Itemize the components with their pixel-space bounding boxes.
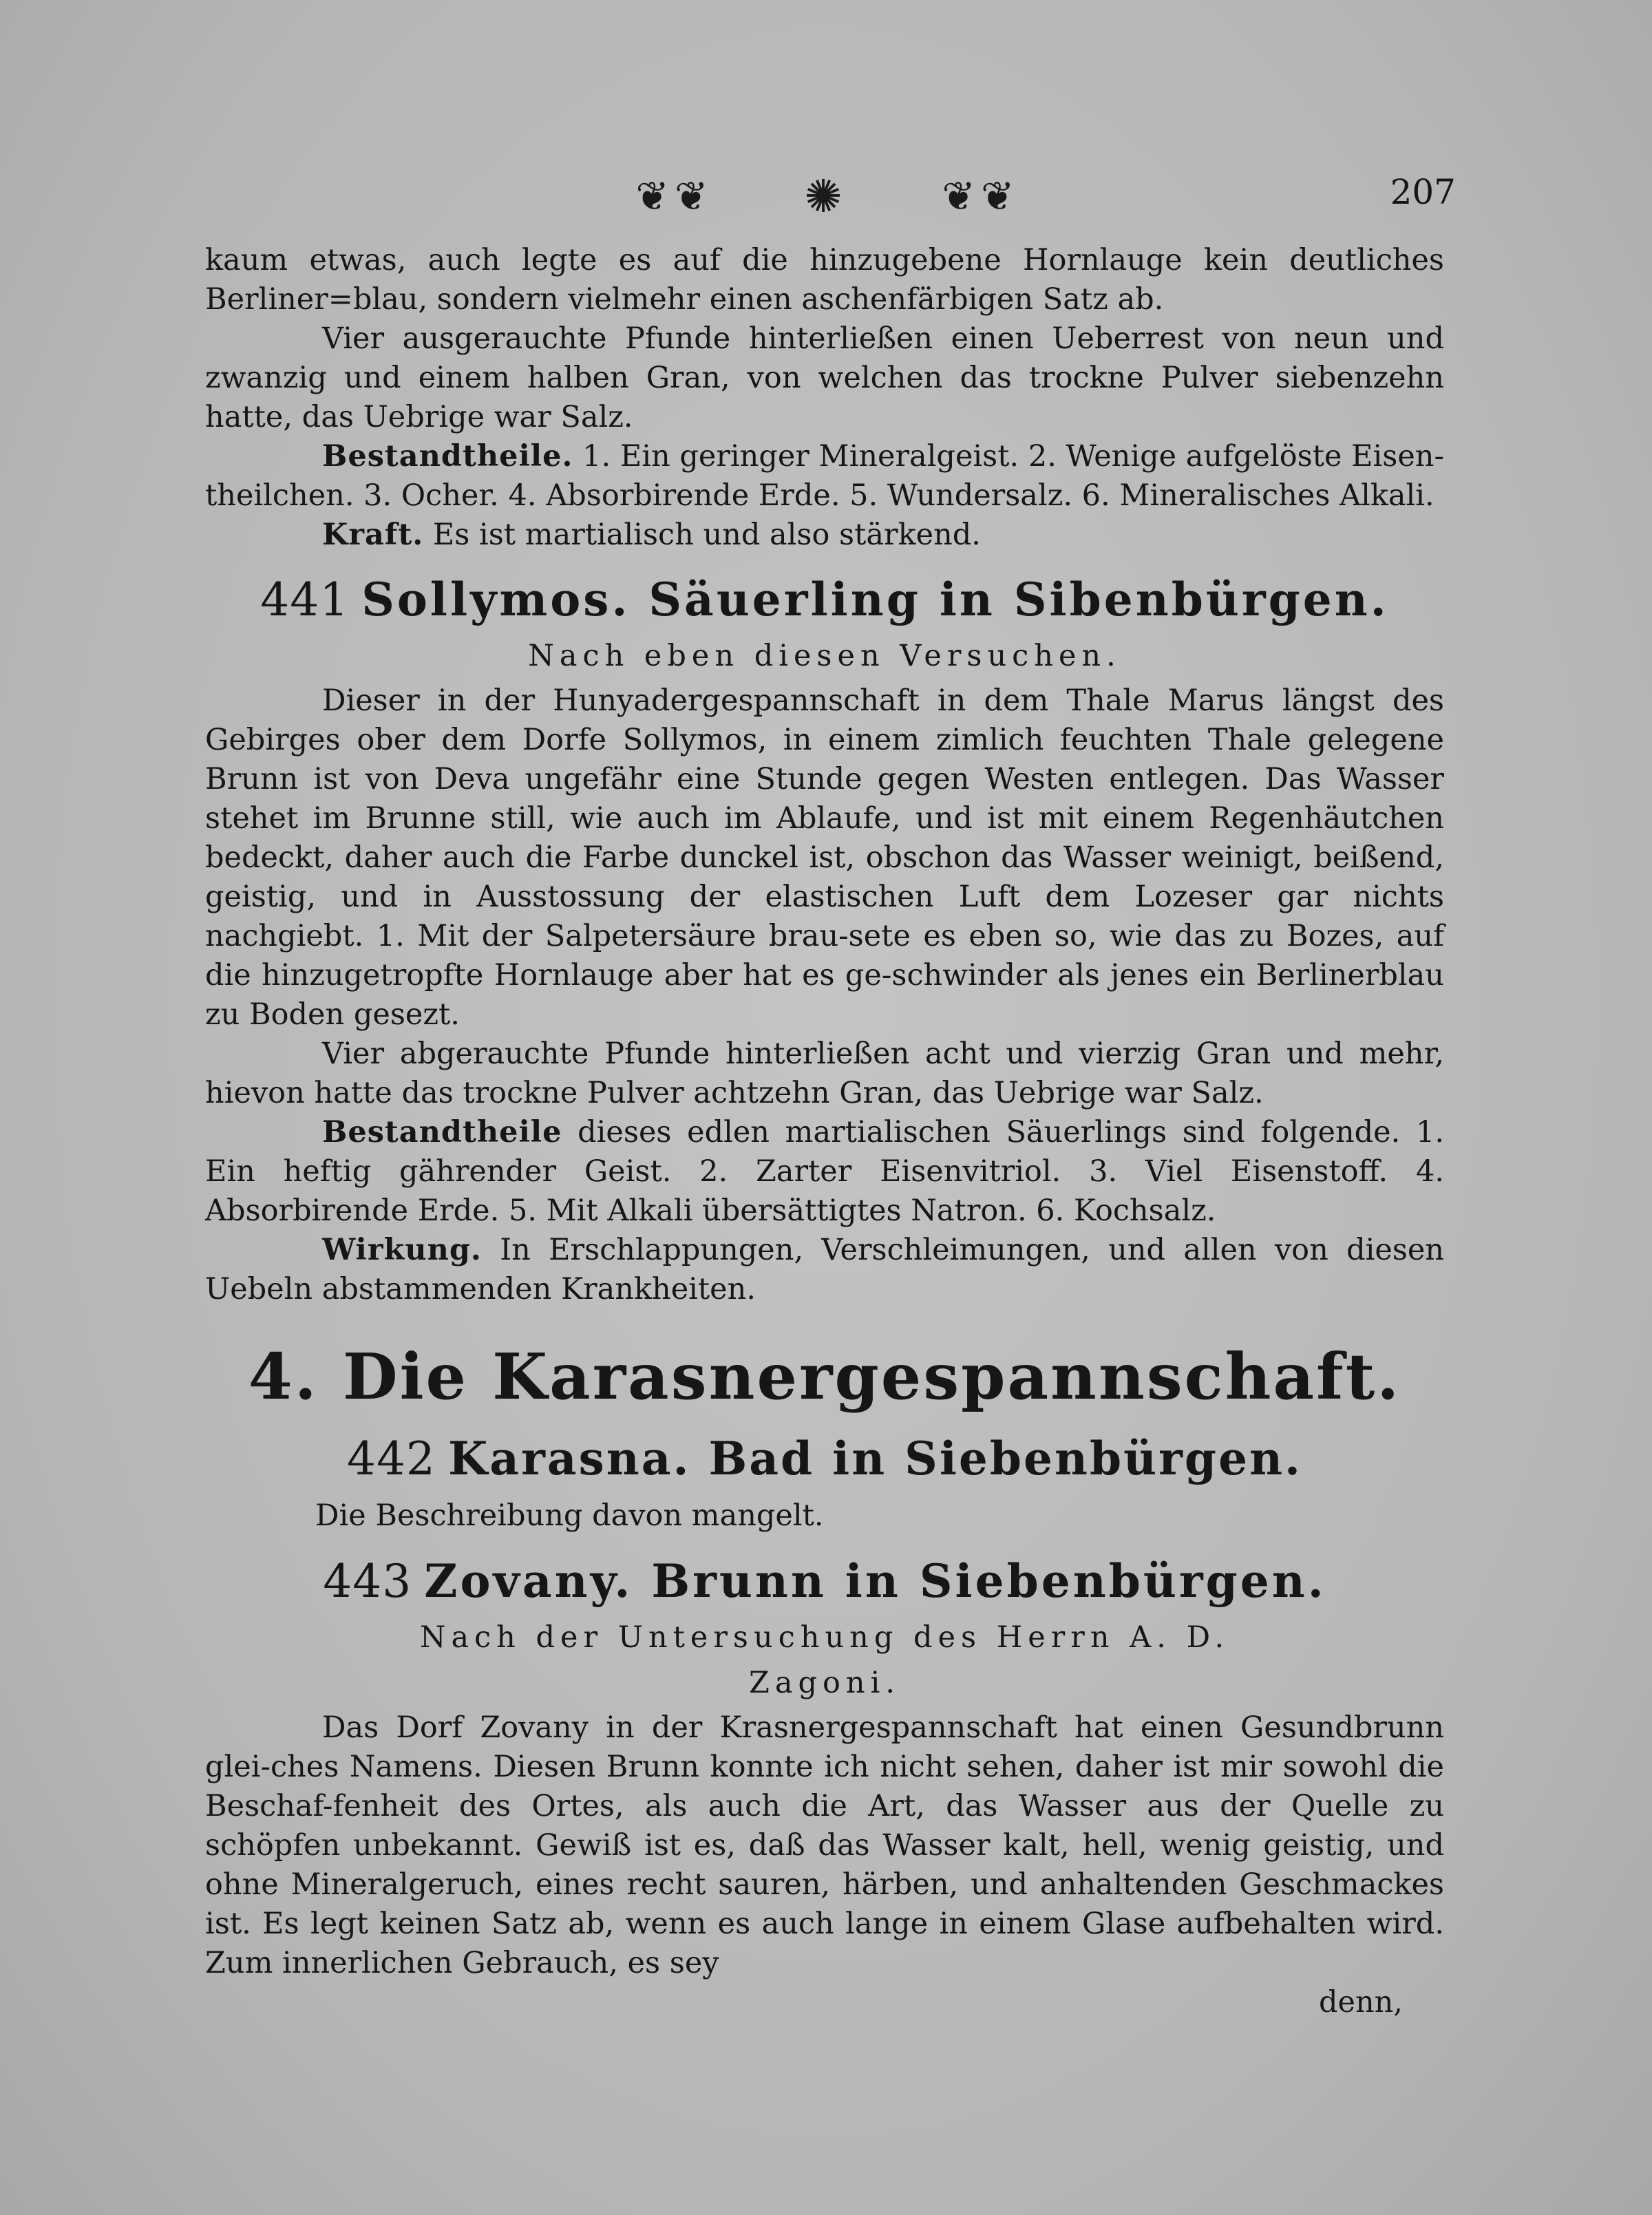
entry-441-description: Dieser in der Hunyadergespannschaft in dem Thale Marus längst des Gebirges ober dem Dorfe Sollymos, in einem zimlich feuchten Thale gelegene Brunn ist von Deva ungefähr eine Stunde gegen Westen entlegen. Das Wasser stehet im Brunne still, wie auch im Ablaufe, und ist mit einem Regenhäutchen bedeckt, daher auch die Farbe dunckel ist, obschon das Wasser weinigt, beißend, geistig, und in Ausstossung der elastischen Luft dem Lozeser gar nichts nachgiebt. 1. Mit der Salpetersäure brau-sete es eben so, wie das zu Bozes, auf die hinzugetropfte Hornlauge aber hat es ge-schwinder als jenes ein Berlinerblau zu Boden gesezt.: [205, 683, 1444, 1032]
entry-441-effect: [205, 1231, 1444, 1309]
page-number: 207: [1390, 172, 1456, 212]
entry-441-heading: [205, 573, 1444, 626]
entry-title: Zovany. Brunn in Siebenbürgen.: [424, 1554, 1326, 1608]
entry-number: 442: [346, 1432, 436, 1485]
components-text: 1. Ein geringer Mineralgeist. 2. Wenige aufgelöste Eisen-theilchen. 3. Ocher. 4. Absorbirende Erde. 5. Wundersalz. 6. Mineralisches Alkali.: [205, 439, 1444, 513]
components-text: dieses edlen martialischen Säuerlings sind folgende. 1. Ein heftig gährender Geist. 2. Zarter Eisenvitriol. 3. Viel Eisenstoff. 4. Absorbirende Erde. 5. Mit Alkali übersättigtes Natron. 6. Kochsalz.: [205, 1115, 1444, 1228]
entry-441-components: [205, 1113, 1444, 1231]
floral-ornament-left-icon: ❦❦: [635, 173, 714, 220]
entry-443-heading: [205, 1554, 1444, 1608]
components-paragraph: [205, 437, 1444, 516]
entry-443-subtitle-line-1: Nach der Untersuchung des Herrn A. D.: [419, 1620, 1230, 1655]
rosette-ornament-icon: ✺: [804, 169, 848, 223]
entry-number: 443: [323, 1555, 412, 1608]
effect-lead: Kraft.: [322, 518, 424, 552]
catchword: denn,: [1318, 1985, 1403, 2020]
floral-ornament-right-icon: ❦❦: [942, 173, 1020, 220]
entry-441-subtitle: Nach eben diesen Versuchen.: [528, 639, 1121, 673]
county-heading: 4. Die Karasnergespannschaft.: [248, 1339, 1401, 1414]
entry-443-subtitle-line-2: Zagoni.: [748, 1666, 901, 1700]
effect-text: Es ist martialisch und also stärkend.: [432, 518, 981, 552]
residue-paragraph: Vier ausgerauchte Pfunde hinterließen einen Ueberrest von neun und zwanzig und einem halben Gran, von welchen das trockne Pulver siebenzehn hatte, das Uebrige war Salz.: [205, 321, 1444, 434]
effect-paragraph: [205, 516, 1444, 555]
effect-text: In Erschlappungen, Verschleimungen, und allen von diesen Uebeln abstammenden Krankheiten.: [205, 1233, 1444, 1306]
entry-number: 441: [260, 573, 350, 626]
continued-paragraph: kaum etwas, auch legte es auf die hinzugebene Hornlauge kein deutliches Berliner=blau, sondern vielmehr einen aschenfärbigen Satz ab.: [205, 243, 1444, 317]
entry-title: Karasna. Bad in Siebenbürgen.: [447, 1432, 1303, 1485]
components-lead: Bestandtheile.: [322, 439, 573, 474]
entry-title: Sollymos. Säuerling in Sibenbürgen.: [361, 573, 1389, 626]
entry-443-description: Das Dorf Zovany in der Krasnergespannschaft hat einen Gesundbrunn glei-ches Namens. Diesen Brunn konnte ich nicht sehen, daher ist mir sowohl die Beschaf-fenheit des Ortes, als auch die Art, das Wasser aus der Quelle zu schöpfen unbekannt. Gewiß ist es, daß das Wasser kalt, hell, wenig geistig, und ohne Mineralgeruch, eines recht sauren, härben, und anhaltenden Geschmackes ist. Es legt keinen Satz ab, wenn es auch lange in einem Glase aufbehalten wird. Zum innerlichen Gebrauch, es sey: [205, 1710, 1444, 1980]
entry-442-note: Die Beschreibung davon mangelt.: [315, 1498, 824, 1533]
components-lead: Bestandtheile: [322, 1115, 562, 1149]
effect-lead: Wirkung.: [322, 1233, 482, 1267]
entry-442-heading: [205, 1432, 1444, 1485]
page-content: [205, 241, 1444, 2022]
entry-441-residue: Vier abgerauchte Pfunde hinterließen acht und vierzig Gran und mehr, hievon hatte das trockne Pulver achtzehn Gran, das Uebrige war Salz.: [205, 1037, 1444, 1110]
page-header: [0, 165, 1652, 227]
